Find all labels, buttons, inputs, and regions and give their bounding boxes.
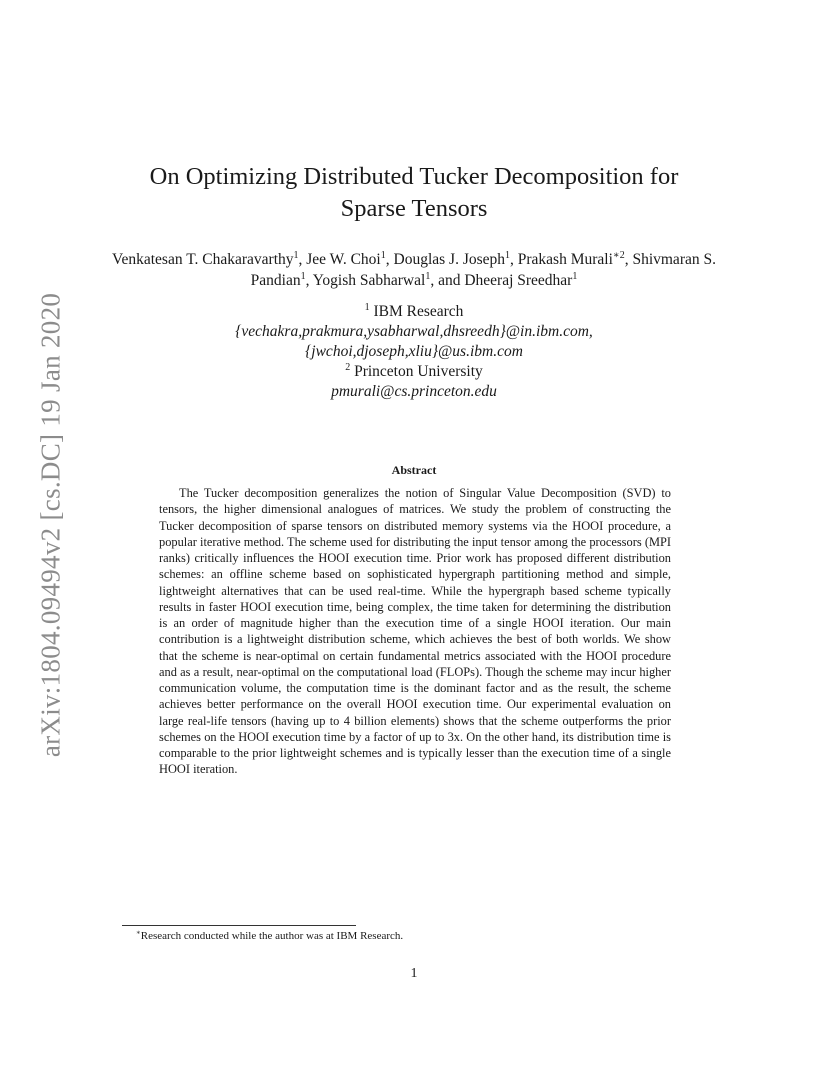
email-line: {vechakra,prakmura,ysabharwal,dhsreedh}@in.ibm.com,	[235, 323, 593, 340]
email-line: {jwchoi,djoseph,xliu}@us.ibm.com	[305, 343, 523, 360]
author-affiliation-mark: 1	[572, 270, 578, 282]
affiliation-name: IBM Research	[373, 303, 464, 320]
author-name: Yogish Sabharwal	[312, 272, 426, 289]
footnote-divider	[122, 925, 356, 926]
email-line: pmurali@cs.princeton.edu	[331, 383, 497, 400]
affiliation-name: Princeton University	[354, 363, 483, 380]
author-conjunction: and	[438, 272, 461, 289]
footnote-text: Research conducted while the author was at IBM Research.	[140, 930, 404, 942]
author-name: Shivmaran S. Pandian	[250, 251, 716, 289]
affiliation-princeton	[110, 362, 718, 382]
title-line-1: On Optimizing Distributed Tucker Decomposition for	[149, 163, 679, 190]
affiliations-block	[110, 302, 718, 402]
author-affiliation-mark: 1	[505, 249, 511, 261]
affiliation-mark: 2	[345, 361, 351, 373]
author-affiliation-mark: 1	[425, 270, 431, 282]
author-name: Venkatesan T. Chakaravarthy	[112, 251, 294, 268]
arxiv-identifier-stamp: arXiv:1804.09494v2 [cs.DC] 19 Jan 2020	[35, 292, 66, 758]
author-list: Venkatesan T. Chakaravarthy$^1$, Jee W. Choi$^1$, Douglas J. Joseph$^1$, Prakash Murali$^{∗2}$, Shivmaran S. Pandian$^1$, Yogish Sabharwal$^1$, and Dheeraj Sreedhar$^1$	[112, 249, 716, 289]
author-affiliation-mark: 1	[300, 270, 306, 282]
author-name: Douglas J. Joseph	[393, 251, 506, 268]
abstract-heading: Abstract	[391, 463, 437, 477]
title-line-2: Sparse Tensors	[340, 195, 488, 222]
page-number: 1	[410, 966, 418, 981]
affiliation-ibm	[110, 302, 718, 322]
author-name: Dheeraj Sreedhar	[464, 272, 573, 289]
affiliation-mark: 1	[364, 301, 370, 313]
abstract-body: The Tucker decomposition generalizes the notion of Singular Value Decomposition (SVD) to tensors, the higher dimensional analogues of matrices. We study the problem of constructing the Tucker decomposition of sparse tensors on distributed memory systems via the HOOI procedure, a popular iterative method. The scheme used for distributing the input tensor among the processors (MPI ranks) critically influences the HOOI execution time. Prior work has proposed different distribution schemes: an offline scheme based on sophisticated hypergraph partitioning method and simple, lightweight alternatives that can be used real-time. While the hypergraph based scheme typically results in faster HOOI execution time, being complex, the time taken for determining the distribution is an order of magnitude higher than the execution time of a single HOOI iteration. Our main contribution is a lightweight distribution scheme, which achieves the best of both worlds. We show that the scheme is near-optimal on certain fundamental metrics associated with the HOOI procedure and as a result, near-optimal on the computational load (FLOPs). Though the scheme may incur higher communication volume, the computation time is the dominant factor and as the result, the scheme achieves better performance on the overall HOOI execution time. Our experimental evaluation on large real-life tensors (having up to 4 billion elements) shows that the scheme outperforms the prior schemes on the HOOI execution time by a factor of up to 3x. On the other hand, its distribution time is comparable to the prior lightweight schemes and is typically lesser than the execution time of a single HOOI iteration.	[159, 486, 671, 777]
author-name: Prakash Murali	[517, 251, 613, 268]
author-affiliation-mark: 1	[293, 249, 299, 261]
author-affiliation-mark: ∗2	[612, 249, 625, 261]
footnote	[136, 929, 403, 943]
footnote-mark: ∗	[136, 928, 141, 937]
author-name: Jee W. Choi	[306, 251, 381, 268]
author-affiliation-mark: 1	[380, 249, 386, 261]
paper-title	[100, 161, 728, 225]
